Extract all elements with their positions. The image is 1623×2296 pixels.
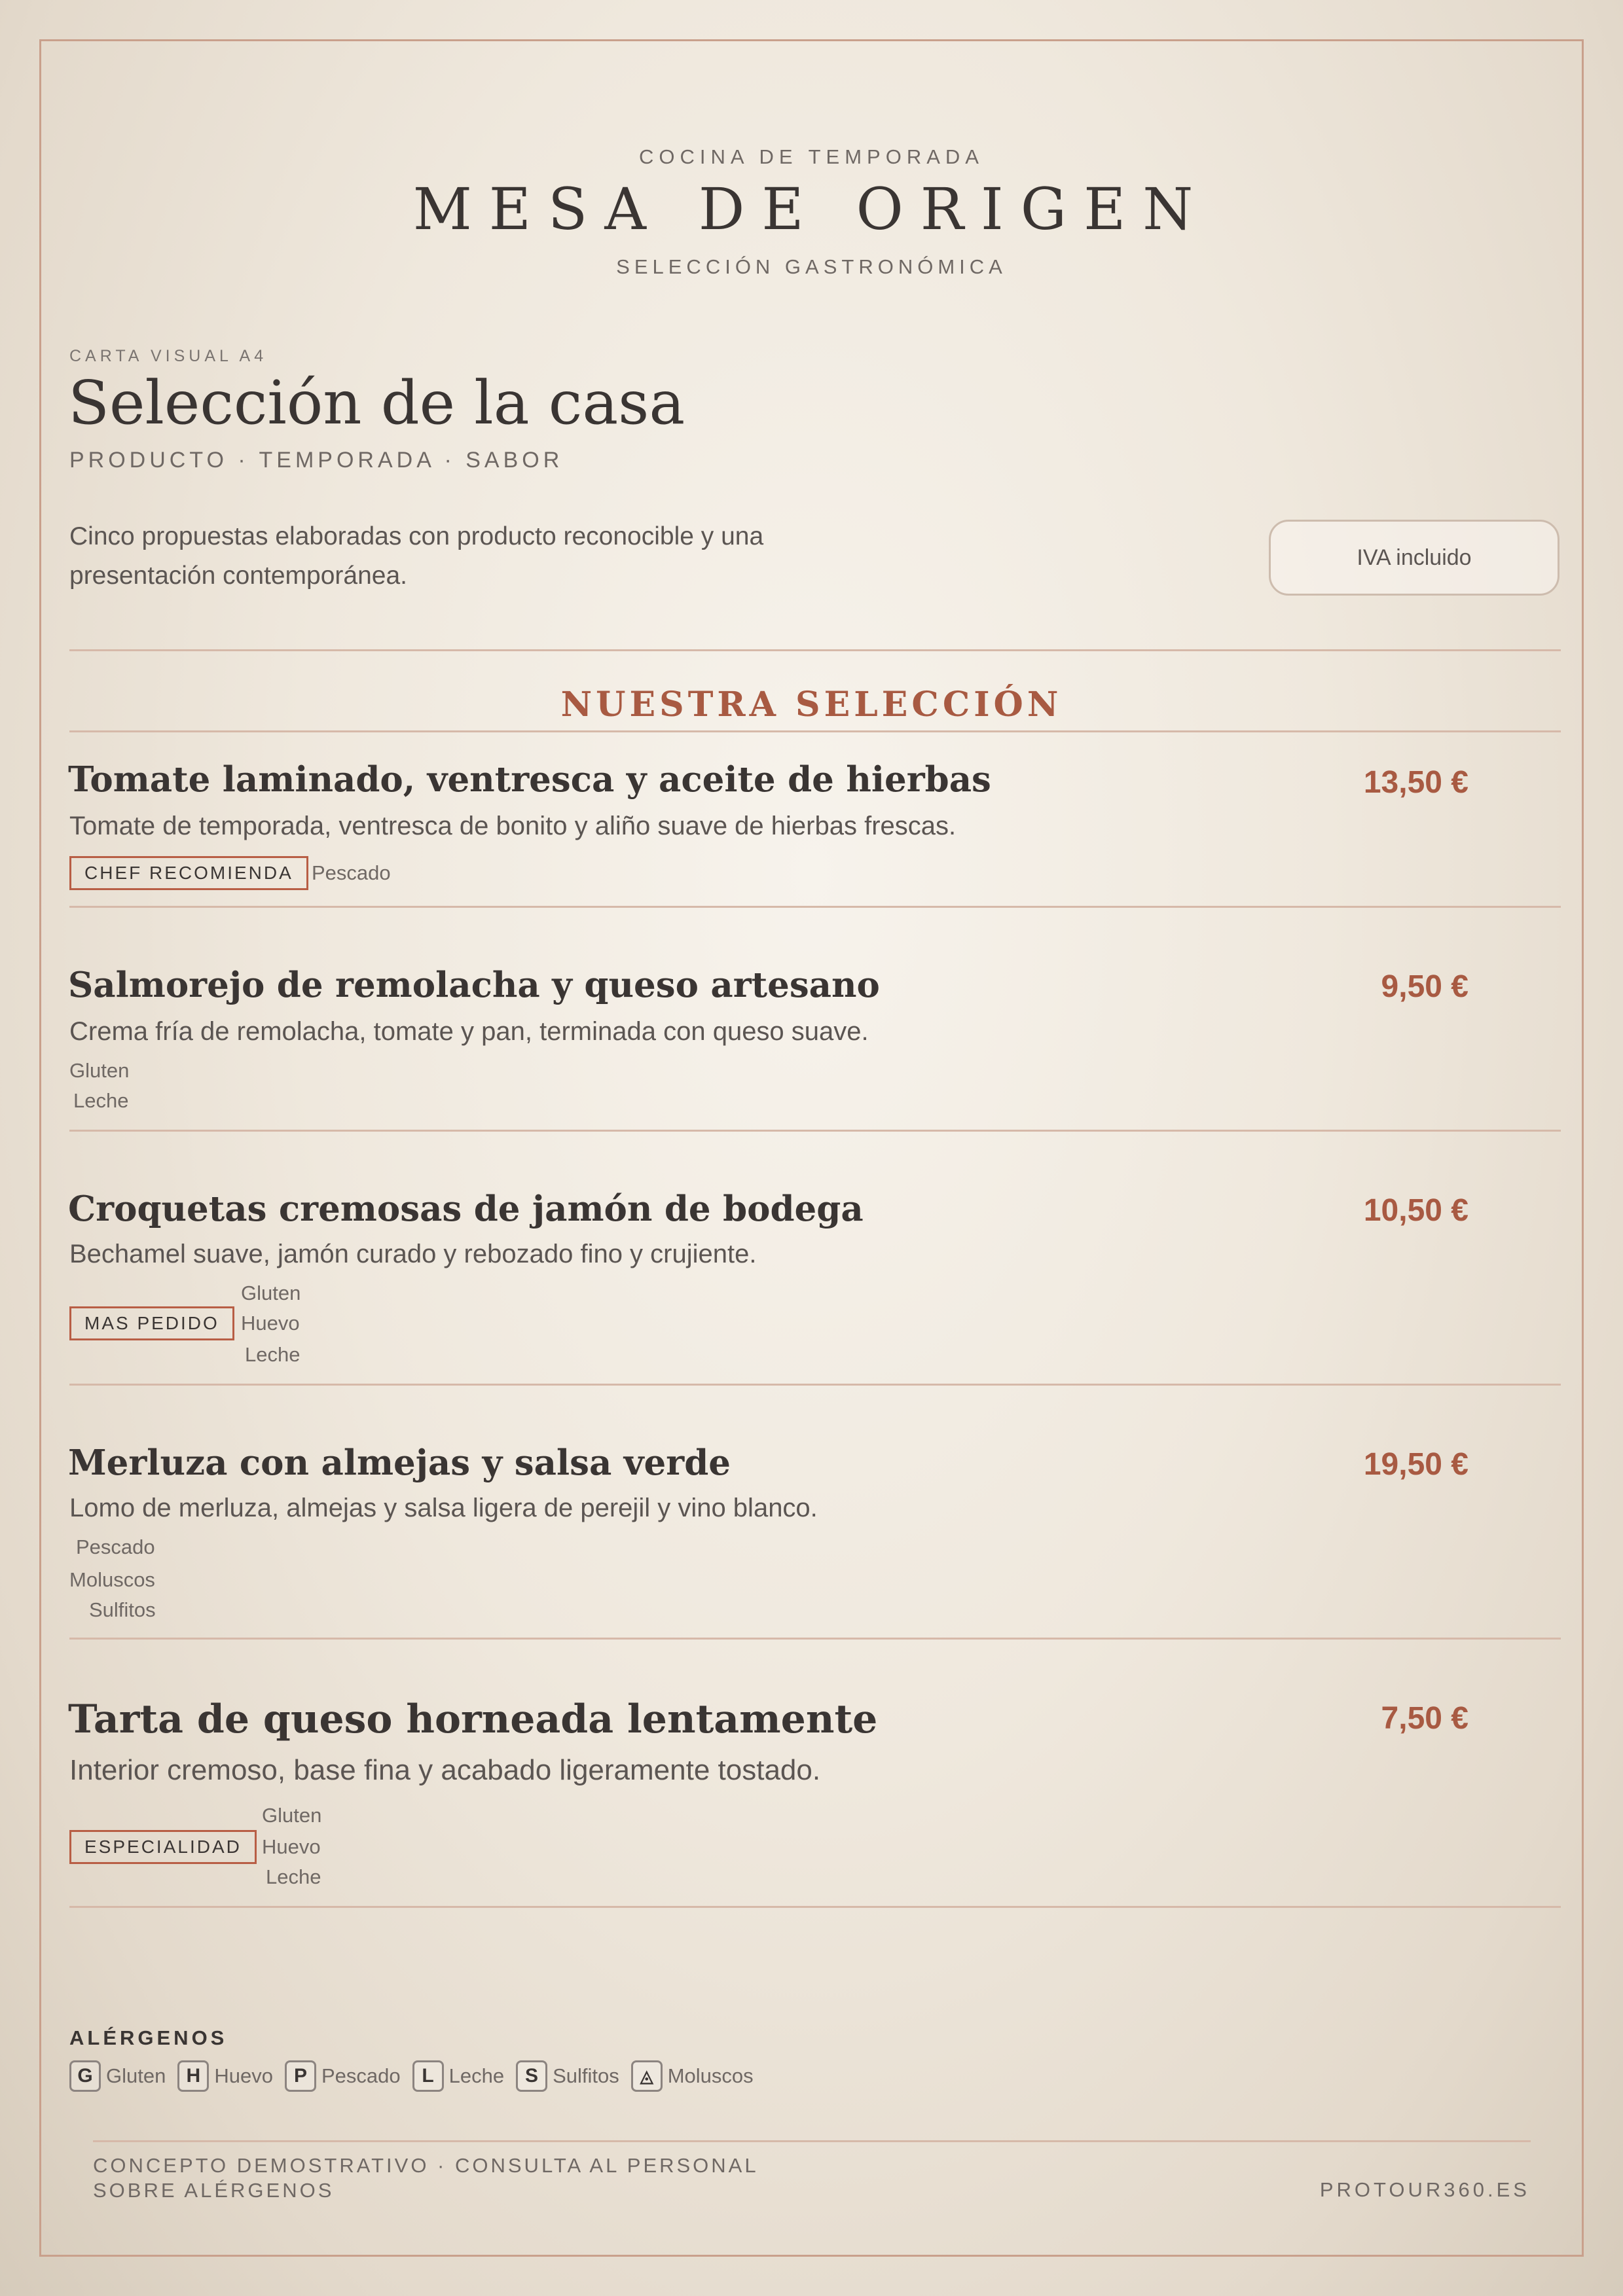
dish-badge: CHEF RECOMIENDA [69,856,308,890]
allergen-label: Sulfitos [89,1598,156,1621]
legend-item-huevo [177,2060,273,2092]
allergen-label: Leche [245,1343,301,1366]
dish-name: Merluza con almejas y salsa verde [68,1443,731,1483]
allergen-label: Pescado [312,861,391,884]
allergen-label: Leche [266,1865,321,1888]
allergen-label: Leche [73,1089,129,1112]
milk-icon: L [412,2060,444,2092]
legend-label: Moluscos [667,2064,754,2087]
dish-description: Interior cremoso, base fina y acabado ligeramente tostado. [69,1754,821,1786]
divider [69,1906,1561,1908]
allergen-label: Gluten [69,1059,130,1082]
legend-item-pescado [285,2060,401,2092]
dish-description: Lomo de merluza, almejas y salsa ligera de perejil y vino blanco. [69,1494,818,1522]
dish-name: Tarta de queso horneada lentamente [68,1696,878,1742]
allergen-label: Gluten [262,1804,322,1827]
allergen-legend [69,2060,759,2092]
menu-eyebrow: CARTA VISUAL A4 [69,347,268,365]
dish-price: 19,50 € [1363,1447,1468,1482]
legend-item-gluten [69,2060,166,2092]
gluten-icon: G [69,2060,101,2092]
allergen-label: Huevo [241,1312,300,1335]
brand-kicker: COCINA DE TEMPORADA [639,145,984,168]
footer-site: PROTOUR360.ES [1319,2178,1530,2201]
dish-name: Tomate laminado, ventresca y aceite de hierbas [68,759,991,800]
dish-price: 9,50 € [1381,969,1468,1004]
menu-intro-line: presentación contemporánea. [69,562,408,590]
footer-note [93,2153,759,2203]
dish-badge: MAS PEDIDO [69,1306,234,1340]
legend-item-leche [412,2060,504,2092]
divider [69,906,1561,908]
brand-name: MESA DE ORIGEN [412,175,1211,243]
dish-price: 13,50 € [1363,765,1468,800]
dish-description: Tomate de temporada, ventresca de bonito y aliño suave de hierbas frescas. [69,812,957,840]
legend-item-moluscos [631,2060,754,2092]
mollusc-icon: ◬ [631,2060,663,2092]
divider [93,2140,1531,2142]
legend-label: Huevo [214,2064,273,2087]
section-title: NUESTRA SELECCIÓN [560,685,1063,725]
menu-tagline: PRODUCTO · TEMPORADA · SABOR [69,448,564,473]
menu-intro [69,517,855,596]
dish-description: Bechamel suave, jamón curado y rebozado fino y crujiente. [69,1240,757,1268]
dish-price: 7,50 € [1381,1701,1468,1736]
divider [69,649,1561,651]
allergen-legend-title: ALÉRGENOS [69,2026,228,2049]
page-title: Selección de la casa [68,368,685,438]
allergen-label: Pescado [76,1535,155,1558]
sulfites-icon: S [516,2060,547,2092]
divider [69,730,1561,732]
divider [69,1638,1561,1640]
dish-name: Salmorejo de remolacha y queso artesano [68,965,880,1005]
footer-note-line: CONCEPTO DEMOSTRATIVO · CONSULTA AL PERSONAL [93,2154,759,2177]
footer-note-line: SOBRE ALÉRGENOS [93,2179,335,2202]
divider [69,1130,1561,1132]
dish-badge: ESPECIALIDAD [69,1830,257,1864]
iva-badge: IVA incluido [1269,520,1559,596]
menu-intro-line: Cinco propuestas elaboradas con producto reconocible y una [69,522,764,550]
legend-label: Pescado [321,2064,401,2087]
dish-description: Crema fría de remolacha, tomate y pan, terminada con queso suave. [69,1017,869,1046]
allergen-label: Huevo [262,1835,321,1858]
brand-subtitle: SELECCIÓN GASTRONÓMICA [616,255,1007,278]
legend-label: Sulfitos [553,2064,619,2087]
legend-item-sulfitos [516,2060,619,2092]
dish-price: 10,50 € [1363,1193,1468,1228]
allergen-label: Gluten [241,1282,301,1304]
allergen-label: Moluscos [69,1568,155,1591]
divider [69,1384,1561,1386]
fish-icon: P [285,2060,316,2092]
dish-name: Croquetas cremosas de jamón de bodega [68,1189,864,1229]
legend-label: Gluten [106,2064,166,2087]
egg-icon: H [177,2060,209,2092]
legend-label: Leche [448,2064,505,2087]
